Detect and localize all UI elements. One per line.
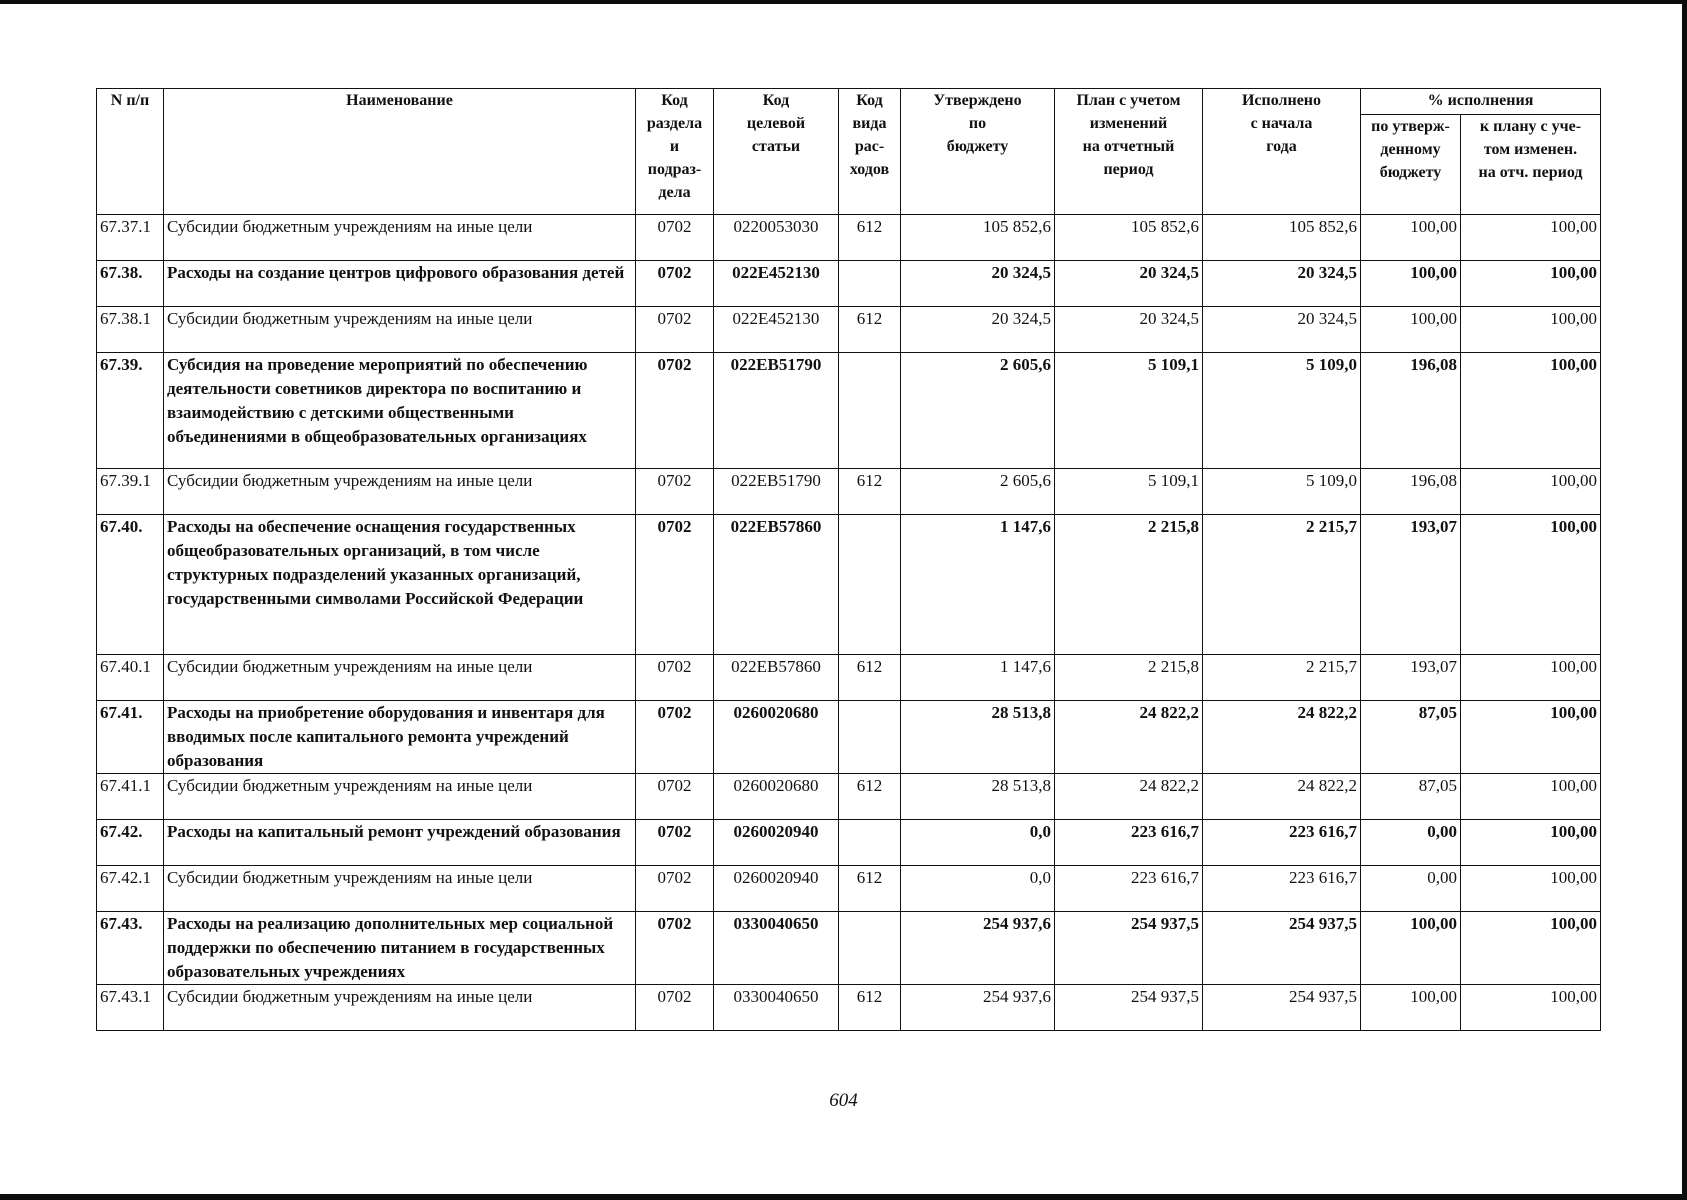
row-executed: 5 109,0: [1203, 469, 1361, 515]
table-row: [97, 353, 1601, 469]
row-plan: 223 616,7: [1055, 866, 1203, 912]
row-plan: 20 324,5: [1055, 261, 1203, 307]
row-target-code: 0330040650: [714, 985, 839, 1031]
header-line: к плану с уче-: [1479, 118, 1582, 135]
row-kind-code: 612: [839, 866, 901, 912]
header-line: по: [968, 115, 987, 132]
row-kind-code: [839, 912, 901, 985]
row-name: Субсидии бюджетным учреждениям на иные цели: [164, 985, 636, 1031]
header-line: целевой: [746, 115, 806, 132]
row-number: 67.43.1: [97, 985, 164, 1031]
row-pct-budget: 196,08: [1361, 353, 1461, 469]
header-pct-plan: [1461, 115, 1601, 215]
row-pct-budget: 87,05: [1361, 774, 1461, 820]
row-section-code: 0702: [636, 820, 714, 866]
row-target-code: 0260020680: [714, 701, 839, 774]
header-line: Код: [661, 92, 688, 109]
row-target-code: 022E452130: [714, 307, 839, 353]
row-target-code: 022EB51790: [714, 353, 839, 469]
row-approved: 20 324,5: [901, 261, 1055, 307]
row-target-code: 0260020940: [714, 866, 839, 912]
table-row: [97, 701, 1601, 774]
row-plan: 223 616,7: [1055, 820, 1203, 866]
header-name: Наименование: [164, 89, 636, 215]
row-approved: 1 147,6: [901, 655, 1055, 701]
header-section-code: [636, 89, 714, 215]
row-pct-budget: 196,08: [1361, 469, 1461, 515]
row-pct-budget: 100,00: [1361, 307, 1461, 353]
header-line: на отч. период: [1478, 164, 1583, 181]
header-line: дела: [658, 184, 691, 201]
row-number: 67.41.1: [97, 774, 164, 820]
scan-border-bottom: [0, 1194, 1687, 1200]
header-approved: [901, 89, 1055, 215]
row-approved: 2 605,6: [901, 469, 1055, 515]
row-target-code: 0260020680: [714, 774, 839, 820]
row-plan: 254 937,5: [1055, 912, 1203, 985]
row-target-code: 0220053030: [714, 215, 839, 261]
row-name: Субсидии бюджетным учреждениям на иные цели: [164, 774, 636, 820]
row-name: Субсидии бюджетным учреждениям на иные цели: [164, 866, 636, 912]
row-pct-budget: 193,07: [1361, 655, 1461, 701]
table-body: [97, 215, 1601, 1031]
row-executed: 2 215,7: [1203, 655, 1361, 701]
row-number: 67.41.: [97, 701, 164, 774]
header-line: период: [1103, 161, 1154, 178]
row-approved: 28 513,8: [901, 701, 1055, 774]
row-executed: 223 616,7: [1203, 820, 1361, 866]
table-row: [97, 307, 1601, 353]
row-kind-code: 612: [839, 307, 901, 353]
row-pct-plan: 100,00: [1461, 307, 1601, 353]
row-name: Расходы на создание центров цифрового образования детей: [164, 261, 636, 307]
row-kind-code: 612: [839, 469, 901, 515]
row-target-code: 022EB51790: [714, 469, 839, 515]
header-line: раздела: [646, 115, 703, 132]
header-line: вида: [852, 115, 887, 132]
row-executed: 24 822,2: [1203, 774, 1361, 820]
header-line: бюджету: [1379, 164, 1442, 181]
header-plan: [1055, 89, 1203, 215]
row-name: Расходы на приобретение оборудования и инвентаря для вводимых после капитального ремонта учреждений образования: [164, 701, 636, 774]
header-line: по утверж-: [1371, 118, 1450, 135]
table-row: [97, 655, 1601, 701]
table-row: [97, 261, 1601, 307]
row-pct-plan: 100,00: [1461, 912, 1601, 985]
row-executed: 5 109,0: [1203, 353, 1361, 469]
header-line: статьи: [751, 138, 801, 155]
row-kind-code: [839, 261, 901, 307]
table-row: [97, 469, 1601, 515]
row-pct-budget: 100,00: [1361, 985, 1461, 1031]
table-row: [97, 820, 1601, 866]
row-kind-code: [839, 515, 901, 655]
header-num: N п/п: [97, 89, 164, 215]
row-plan: 24 822,2: [1055, 774, 1203, 820]
row-executed: 105 852,6: [1203, 215, 1361, 261]
row-pct-plan: 100,00: [1461, 261, 1601, 307]
row-plan: 2 215,8: [1055, 515, 1203, 655]
row-executed: 24 822,2: [1203, 701, 1361, 774]
row-pct-plan: 100,00: [1461, 655, 1601, 701]
page-number: 604: [829, 1090, 858, 1111]
row-name: Субсидии бюджетным учреждениям на иные цели: [164, 307, 636, 353]
row-number: 67.43.: [97, 912, 164, 985]
row-pct-budget: 87,05: [1361, 701, 1461, 774]
row-section-code: 0702: [636, 655, 714, 701]
row-name: Субсидия на проведение мероприятий по обеспечению деятельности советников директора по воспитанию и взаимодействию с детскими общественными объединениями в общеобразовательных организациях: [164, 353, 636, 469]
row-pct-plan: 100,00: [1461, 774, 1601, 820]
row-plan: 105 852,6: [1055, 215, 1203, 261]
row-section-code: 0702: [636, 215, 714, 261]
row-approved: 0,0: [901, 820, 1055, 866]
header-line: рас-: [854, 138, 885, 155]
header-line: с начала: [1250, 115, 1313, 132]
row-number: 67.42.: [97, 820, 164, 866]
table-row: [97, 515, 1601, 655]
row-target-code: 022EB57860: [714, 515, 839, 655]
header-percent-group: % исполнения: [1361, 89, 1601, 115]
row-pct-budget: 193,07: [1361, 515, 1461, 655]
row-approved: 2 605,6: [901, 353, 1055, 469]
row-section-code: 0702: [636, 774, 714, 820]
row-approved: 0,0: [901, 866, 1055, 912]
row-pct-plan: 100,00: [1461, 469, 1601, 515]
row-kind-code: 612: [839, 215, 901, 261]
row-plan: 5 109,1: [1055, 353, 1203, 469]
row-executed: 20 324,5: [1203, 261, 1361, 307]
header-executed: [1203, 89, 1361, 215]
table-row: [97, 985, 1601, 1031]
row-target-code: 022EB57860: [714, 655, 839, 701]
row-executed: 223 616,7: [1203, 866, 1361, 912]
row-kind-code: [839, 820, 901, 866]
row-section-code: 0702: [636, 912, 714, 985]
header-line: на отчетный: [1082, 138, 1175, 155]
row-name: Субсидии бюджетным учреждениям на иные цели: [164, 215, 636, 261]
header-line: Утверждено: [933, 92, 1022, 109]
header-line: подраз-: [647, 161, 702, 178]
row-kind-code: [839, 701, 901, 774]
header-pct-budget: [1361, 115, 1461, 215]
budget-execution-table: [96, 88, 1601, 1031]
row-pct-plan: 100,00: [1461, 820, 1601, 866]
header-line: ходов: [849, 161, 890, 178]
row-section-code: 0702: [636, 469, 714, 515]
row-section-code: 0702: [636, 515, 714, 655]
row-pct-plan: 100,00: [1461, 515, 1601, 655]
row-target-code: 0260020940: [714, 820, 839, 866]
row-number: 67.42.1: [97, 866, 164, 912]
header-line: Код: [762, 92, 790, 109]
row-approved: 254 937,6: [901, 985, 1055, 1031]
header-line: Исполнено: [1241, 92, 1322, 109]
row-number: 67.39.: [97, 353, 164, 469]
row-pct-budget: 100,00: [1361, 912, 1461, 985]
row-approved: 105 852,6: [901, 215, 1055, 261]
row-target-code: 022E452130: [714, 261, 839, 307]
row-plan: 2 215,8: [1055, 655, 1203, 701]
scan-border-right: [1682, 0, 1687, 1200]
table-row: [97, 912, 1601, 985]
row-pct-budget: 100,00: [1361, 215, 1461, 261]
row-approved: 1 147,6: [901, 515, 1055, 655]
row-approved: 254 937,6: [901, 912, 1055, 985]
header-kind-code: [839, 89, 901, 215]
row-section-code: 0702: [636, 985, 714, 1031]
row-pct-plan: 100,00: [1461, 866, 1601, 912]
row-name: Расходы на капитальный ремонт учреждений образования: [164, 820, 636, 866]
row-number: 67.38.1: [97, 307, 164, 353]
row-approved: 20 324,5: [901, 307, 1055, 353]
header-line: денному: [1380, 141, 1441, 158]
row-executed: 20 324,5: [1203, 307, 1361, 353]
header-line: том изменен.: [1483, 141, 1578, 158]
row-pct-plan: 100,00: [1461, 353, 1601, 469]
row-approved: 28 513,8: [901, 774, 1055, 820]
row-pct-plan: 100,00: [1461, 701, 1601, 774]
table-row: [97, 866, 1601, 912]
row-number: 67.38.: [97, 261, 164, 307]
row-pct-budget: 0,00: [1361, 820, 1461, 866]
header-line: Код: [856, 92, 883, 109]
row-pct-plan: 100,00: [1461, 985, 1601, 1031]
row-number: 67.39.1: [97, 469, 164, 515]
row-target-code: 0330040650: [714, 912, 839, 985]
header-line: План с учетом: [1076, 92, 1181, 109]
row-section-code: 0702: [636, 866, 714, 912]
table-header: [97, 89, 1601, 215]
row-section-code: 0702: [636, 307, 714, 353]
row-name: Расходы на обеспечение оснащения государственных общеобразовательных организаций, в том числе структурных подразделений указанных организаций, государственными символами Российской Федерации: [164, 515, 636, 655]
scan-border-top: [0, 0, 1687, 4]
row-kind-code: 612: [839, 774, 901, 820]
header-line: года: [1266, 138, 1297, 155]
row-kind-code: 612: [839, 985, 901, 1031]
row-number: 67.37.1: [97, 215, 164, 261]
row-section-code: 0702: [636, 261, 714, 307]
row-name: Субсидии бюджетным учреждениям на иные цели: [164, 655, 636, 701]
row-pct-plan: 100,00: [1461, 215, 1601, 261]
row-plan: 20 324,5: [1055, 307, 1203, 353]
row-name: Расходы на реализацию дополнительных мер социальной поддержки по обеспечению питанием в государственных образовательных учреждениях: [164, 912, 636, 985]
header-target-code: [714, 89, 839, 215]
table-row: [97, 774, 1601, 820]
table-row: [97, 215, 1601, 261]
row-pct-budget: 100,00: [1361, 261, 1461, 307]
row-name: Субсидии бюджетным учреждениям на иные цели: [164, 469, 636, 515]
row-plan: 254 937,5: [1055, 985, 1203, 1031]
row-section-code: 0702: [636, 701, 714, 774]
row-plan: 24 822,2: [1055, 701, 1203, 774]
row-executed: 254 937,5: [1203, 985, 1361, 1031]
header-line: изменений: [1089, 115, 1168, 132]
row-pct-budget: 0,00: [1361, 866, 1461, 912]
header-line: и: [669, 138, 680, 155]
row-kind-code: [839, 353, 901, 469]
row-plan: 5 109,1: [1055, 469, 1203, 515]
row-number: 67.40.1: [97, 655, 164, 701]
row-executed: 2 215,7: [1203, 515, 1361, 655]
row-number: 67.40.: [97, 515, 164, 655]
row-section-code: 0702: [636, 353, 714, 469]
row-executed: 254 937,5: [1203, 912, 1361, 985]
header-line: бюджету: [946, 138, 1009, 155]
row-kind-code: 612: [839, 655, 901, 701]
